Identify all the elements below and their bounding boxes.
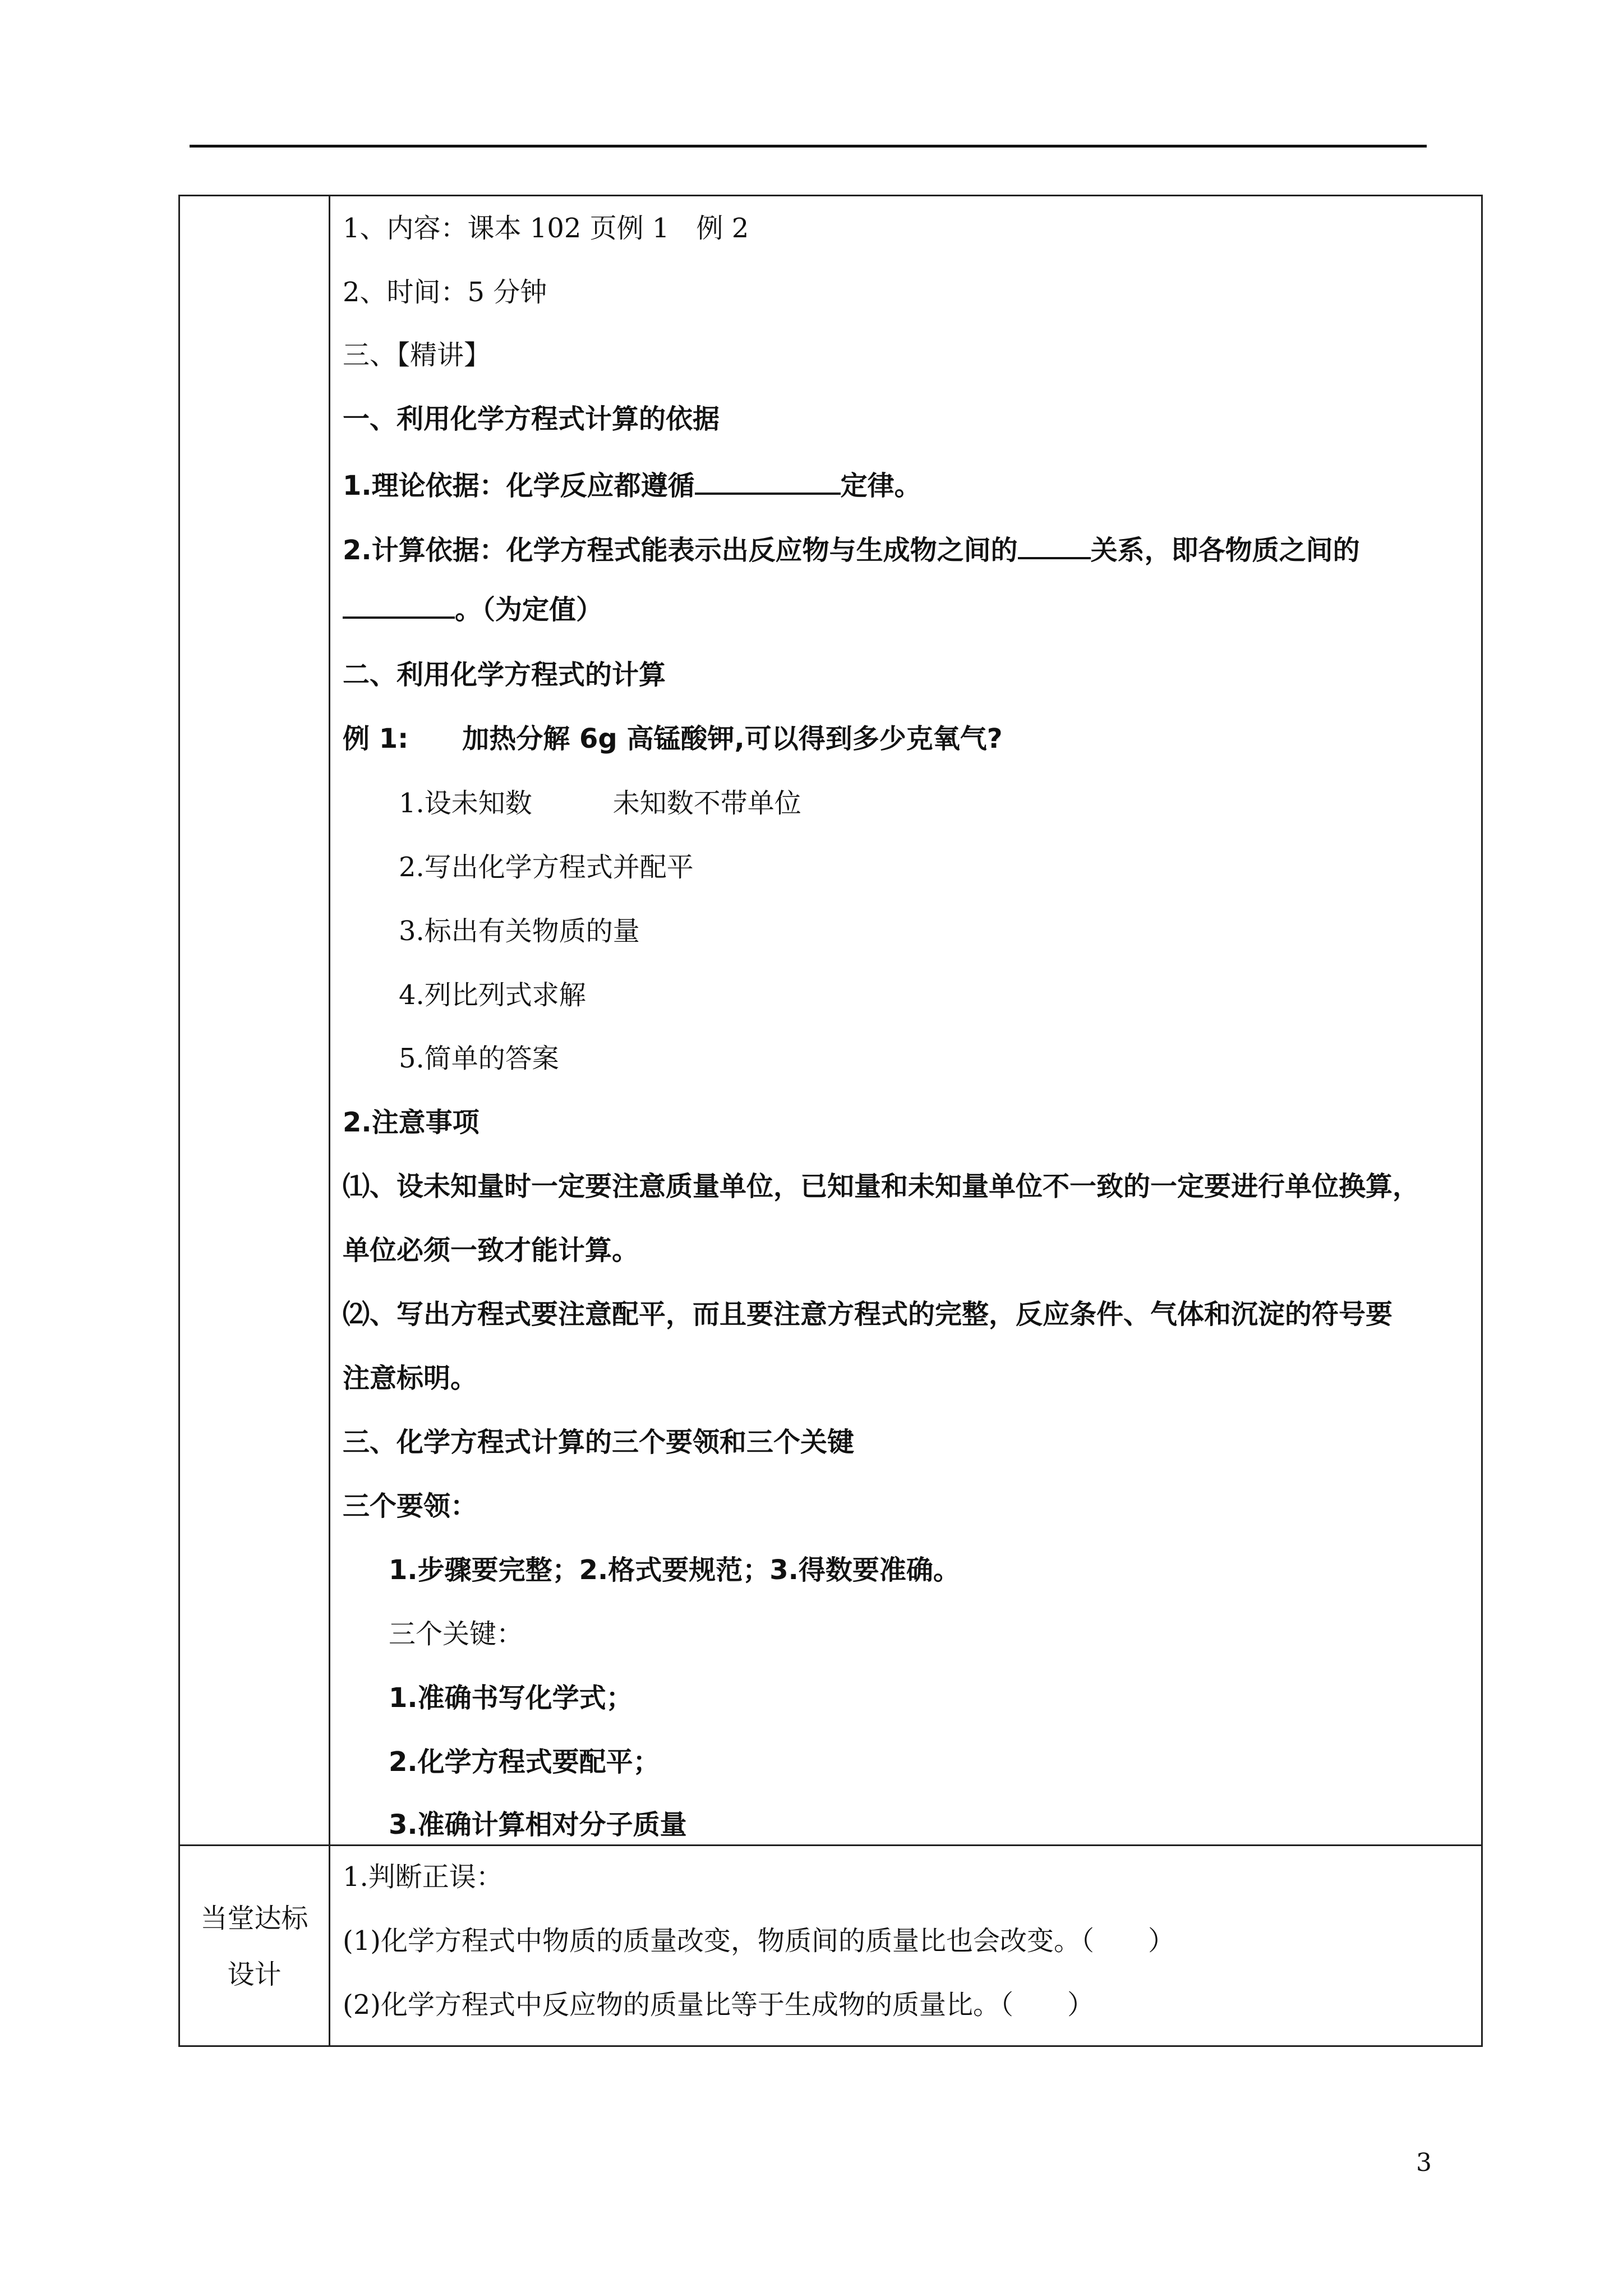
section-heading-essentials: 三、化学方程式计算的三个要领和三个关键 [343,1427,855,1458]
row-label [180,1844,329,2049]
answer-blank[interactable] [695,467,841,495]
judge-item-1: (1)化学方程式中物质的质量改变，物质间的质量比也会改变。（ ） [343,1925,1175,1957]
notes-heading: 2.注意事项 [343,1107,479,1138]
row-label-line-1: 当堂达标 [200,1903,308,1934]
theory-prefix: 1.理论依据：化学反应都遵循 [343,470,695,501]
step-item: 3.标出有关物质的量 [399,915,640,947]
essentials-heading: 三个要领： [343,1490,478,1522]
theory-suffix: 定律。 [840,470,921,501]
calc-basis-line-2 [343,591,603,627]
lecture-heading: 三、【精讲】 [343,339,491,371]
judge-item-2: (2)化学方程式中反应物的质量比等于生成物的质量比。（ ） [343,1989,1094,2021]
essentials-list: 1.步骤要完整；2.格式要规范；3.得数要准确。 [389,1554,960,1586]
page-number: 3 [1416,2148,1432,2177]
answer-blank[interactable] [343,591,455,619]
calc-line2-suffix: 。（为定值） [455,594,603,625]
calc-prefix: 2.计算依据：化学方程式能表示出反应物与生成物之间的 [343,535,1018,566]
keys-heading: 三个关键： [389,1618,524,1650]
answer-blank[interactable] [1018,531,1091,559]
time-line: 2、时间：5 分钟 [343,277,547,308]
calc-basis-line [343,531,1360,567]
judge-heading: 1.判断正误： [343,1861,503,1893]
theory-basis-line [343,467,921,503]
key-item: 3.准确计算相对分子质量 [389,1809,687,1841]
note-1-line-1: ⑴、设未知量时一定要注意质量单位，已知量和未知量单位不一致的一定要进行单位换算， [343,1171,1420,1202]
example-1: 例 1: 加热分解 6g 高锰酸钾,可以得到多少克氧气? [343,723,1003,754]
row-divider [180,1844,1481,1846]
note-2-line-2: 注意标明。 [343,1363,478,1394]
section-heading-basis: 一、利用化学方程式计算的依据 [343,403,720,435]
header-rule [190,145,1427,148]
section-heading-calculation: 二、利用化学方程式的计算 [343,659,666,691]
calc-suffix: 关系，即各物质之间的 [1090,535,1360,566]
key-item: 1.准确书写化学式； [389,1682,633,1714]
step-item: 1.设未知数 未知数不带单位 [399,788,801,819]
step-item: 4.列比列式求解 [399,979,586,1011]
step-item: 5.简单的答案 [399,1043,559,1074]
row-label-line-2: 设计 [227,1959,282,1990]
note-1-line-2: 单位必须一致才能计算。 [343,1235,639,1266]
content-line: 1、内容：课本 102 页例 1 例 2 [343,213,749,244]
lesson-table [178,195,1483,2047]
step-item: 2.写出化学方程式并配平 [399,852,694,883]
column-divider [329,196,330,2045]
key-item: 2.化学方程式要配平； [389,1746,660,1778]
note-2-line-1: ⑵、写出方程式要注意配平，而且要注意方程式的完整，反应条件、气体和沉淀的符号要 [343,1299,1393,1330]
